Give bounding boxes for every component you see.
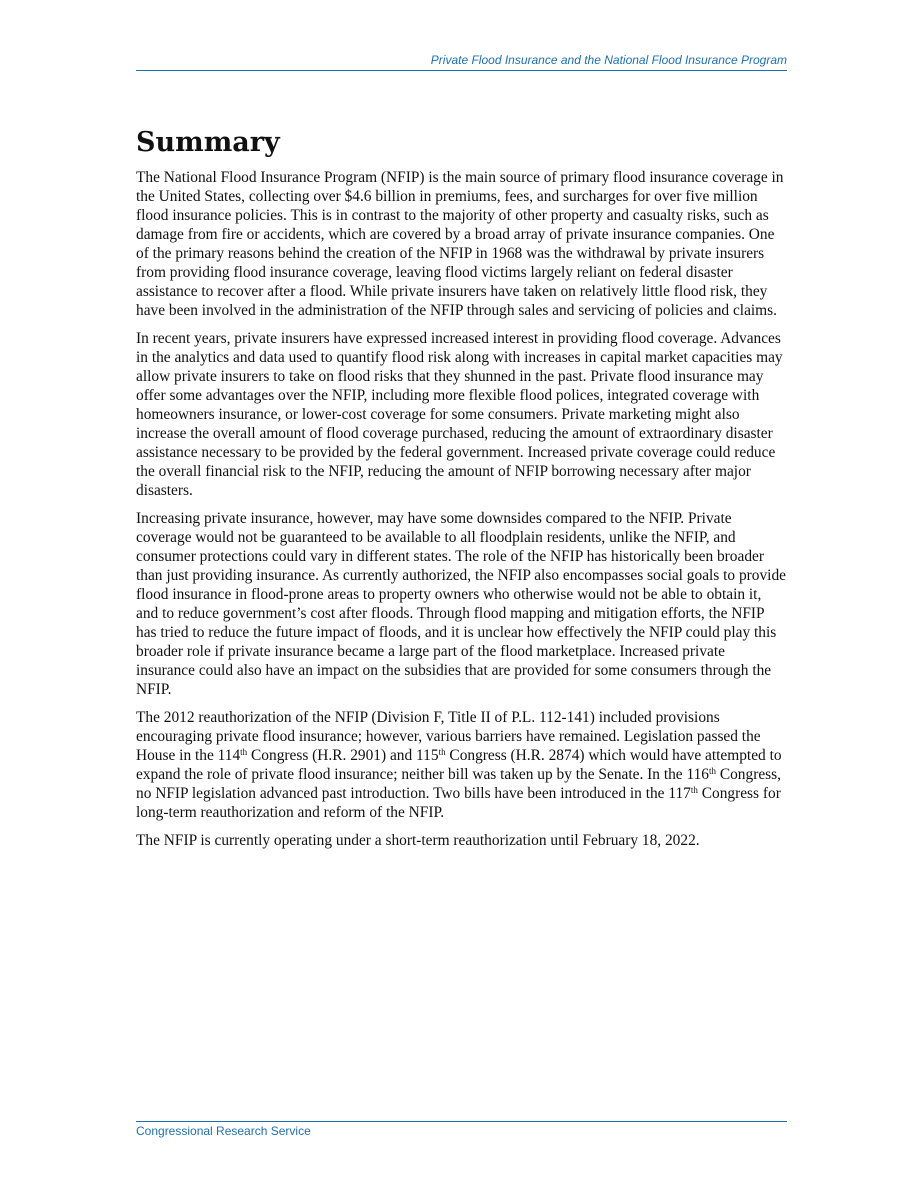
ordinal-suffix: th bbox=[690, 785, 698, 795]
paragraph-4-part-b: Congress (H.R. 2901) and 115 bbox=[247, 747, 439, 764]
paragraph-4-part-d: Congress, no NFIP legislation advanced past introduction. Two bills have been introduced in the 117 bbox=[136, 766, 781, 802]
paragraph-4-part-c: Congress (H.R. 2874) which would have attempted to expand the role of private flood insurance; neither bill was taken up by the Senate. In the 116 bbox=[136, 747, 782, 783]
paragraph-5: The NFIP is currently operating under a short-term reauthorization until February 18, 2022. bbox=[136, 832, 700, 849]
paragraph-3: Increasing private insurance, however, may have some downsides compared to the NFIP. Private coverage would not be guaranteed to be available to all floodplain residents, unlike the NFIP, and consumer protections could vary in different states. The role of the NFIP has historically been broader than just providing insurance. As currently authorized, the NFIP also encompasses social goals to provide flood insurance in flood-prone areas to property owners who otherwise would not be able to obtain it, and to reduce government’s cost after floods. Through flood mapping and mitigation efforts, the NFIP has tried to reduce the future impact of floods, and it is unclear how effectively the NFIP could play this broader role if private insurance became a large part of the flood marketplace. Increased private insurance could also have an impact on the subsidies that are provided for some consumers through the NFIP. bbox=[136, 510, 786, 698]
footer-label: Congressional Research Service bbox=[136, 1124, 311, 1138]
ordinal-suffix: th bbox=[240, 747, 248, 757]
ordinal-suffix: th bbox=[438, 747, 446, 757]
section-heading: Summary bbox=[136, 127, 280, 158]
running-header-title: Private Flood Insurance and the National Flood Insurance Program bbox=[430, 53, 787, 67]
paragraph-4-part-e: Congress for long-term reauthorization and reform of the NFIP. bbox=[136, 785, 781, 821]
ordinal-suffix: th bbox=[708, 766, 716, 776]
running-header bbox=[136, 52, 787, 71]
paragraph-2: In recent years, private insurers have expressed increased interest in providing flood coverage. Advances in the analytics and data used to quantify flood risk along with increases in capital market capacities may allow private insurers to take on flood risks that they shunned in the past. Private flood insurance may offer some advantages over the NFIP, including more flexible flood polices, integrated coverage with homeowners insurance, or lower-cost coverage for some consumers. Private marketing might also increase the overall amount of flood coverage purchased, reducing the amount of extraordinary disaster assistance necessary to be provided by the federal government. Increased private coverage could reduce the overall financial risk to the NFIP, reducing the amount of NFIP borrowing necessary after major disasters. bbox=[136, 330, 783, 499]
paragraph-4 bbox=[136, 708, 787, 822]
paragraph-4-part-a: The 2012 reauthorization of the NFIP (Division F, Title II of P.L. 112-141) included provisions encouraging private flood insurance; however, various barriers have remained. Legislation passed the House in the 114 bbox=[136, 709, 761, 764]
running-footer bbox=[136, 1121, 787, 1139]
main-content bbox=[136, 124, 787, 859]
paragraph-1: The National Flood Insurance Program (NFIP) is the main source of primary flood insurance coverage in the United States, collecting over $4.6 billion in premiums, fees, and surcharges for over five million flood insurance policies. This is in contrast to the majority of other property and casualty risks, such as damage from fire or accidents, which are covered by a broad array of private insurance companies. One of the primary reasons behind the creation of the NFIP in 1968 was the withdrawal by private insurers from providing flood insurance coverage, leaving flood victims largely reliant on federal disaster assistance to recover after a flood. While private insurers have taken on relatively little flood risk, they have been involved in the administration of the NFIP through sales and servicing of policies and claims. bbox=[136, 169, 784, 319]
